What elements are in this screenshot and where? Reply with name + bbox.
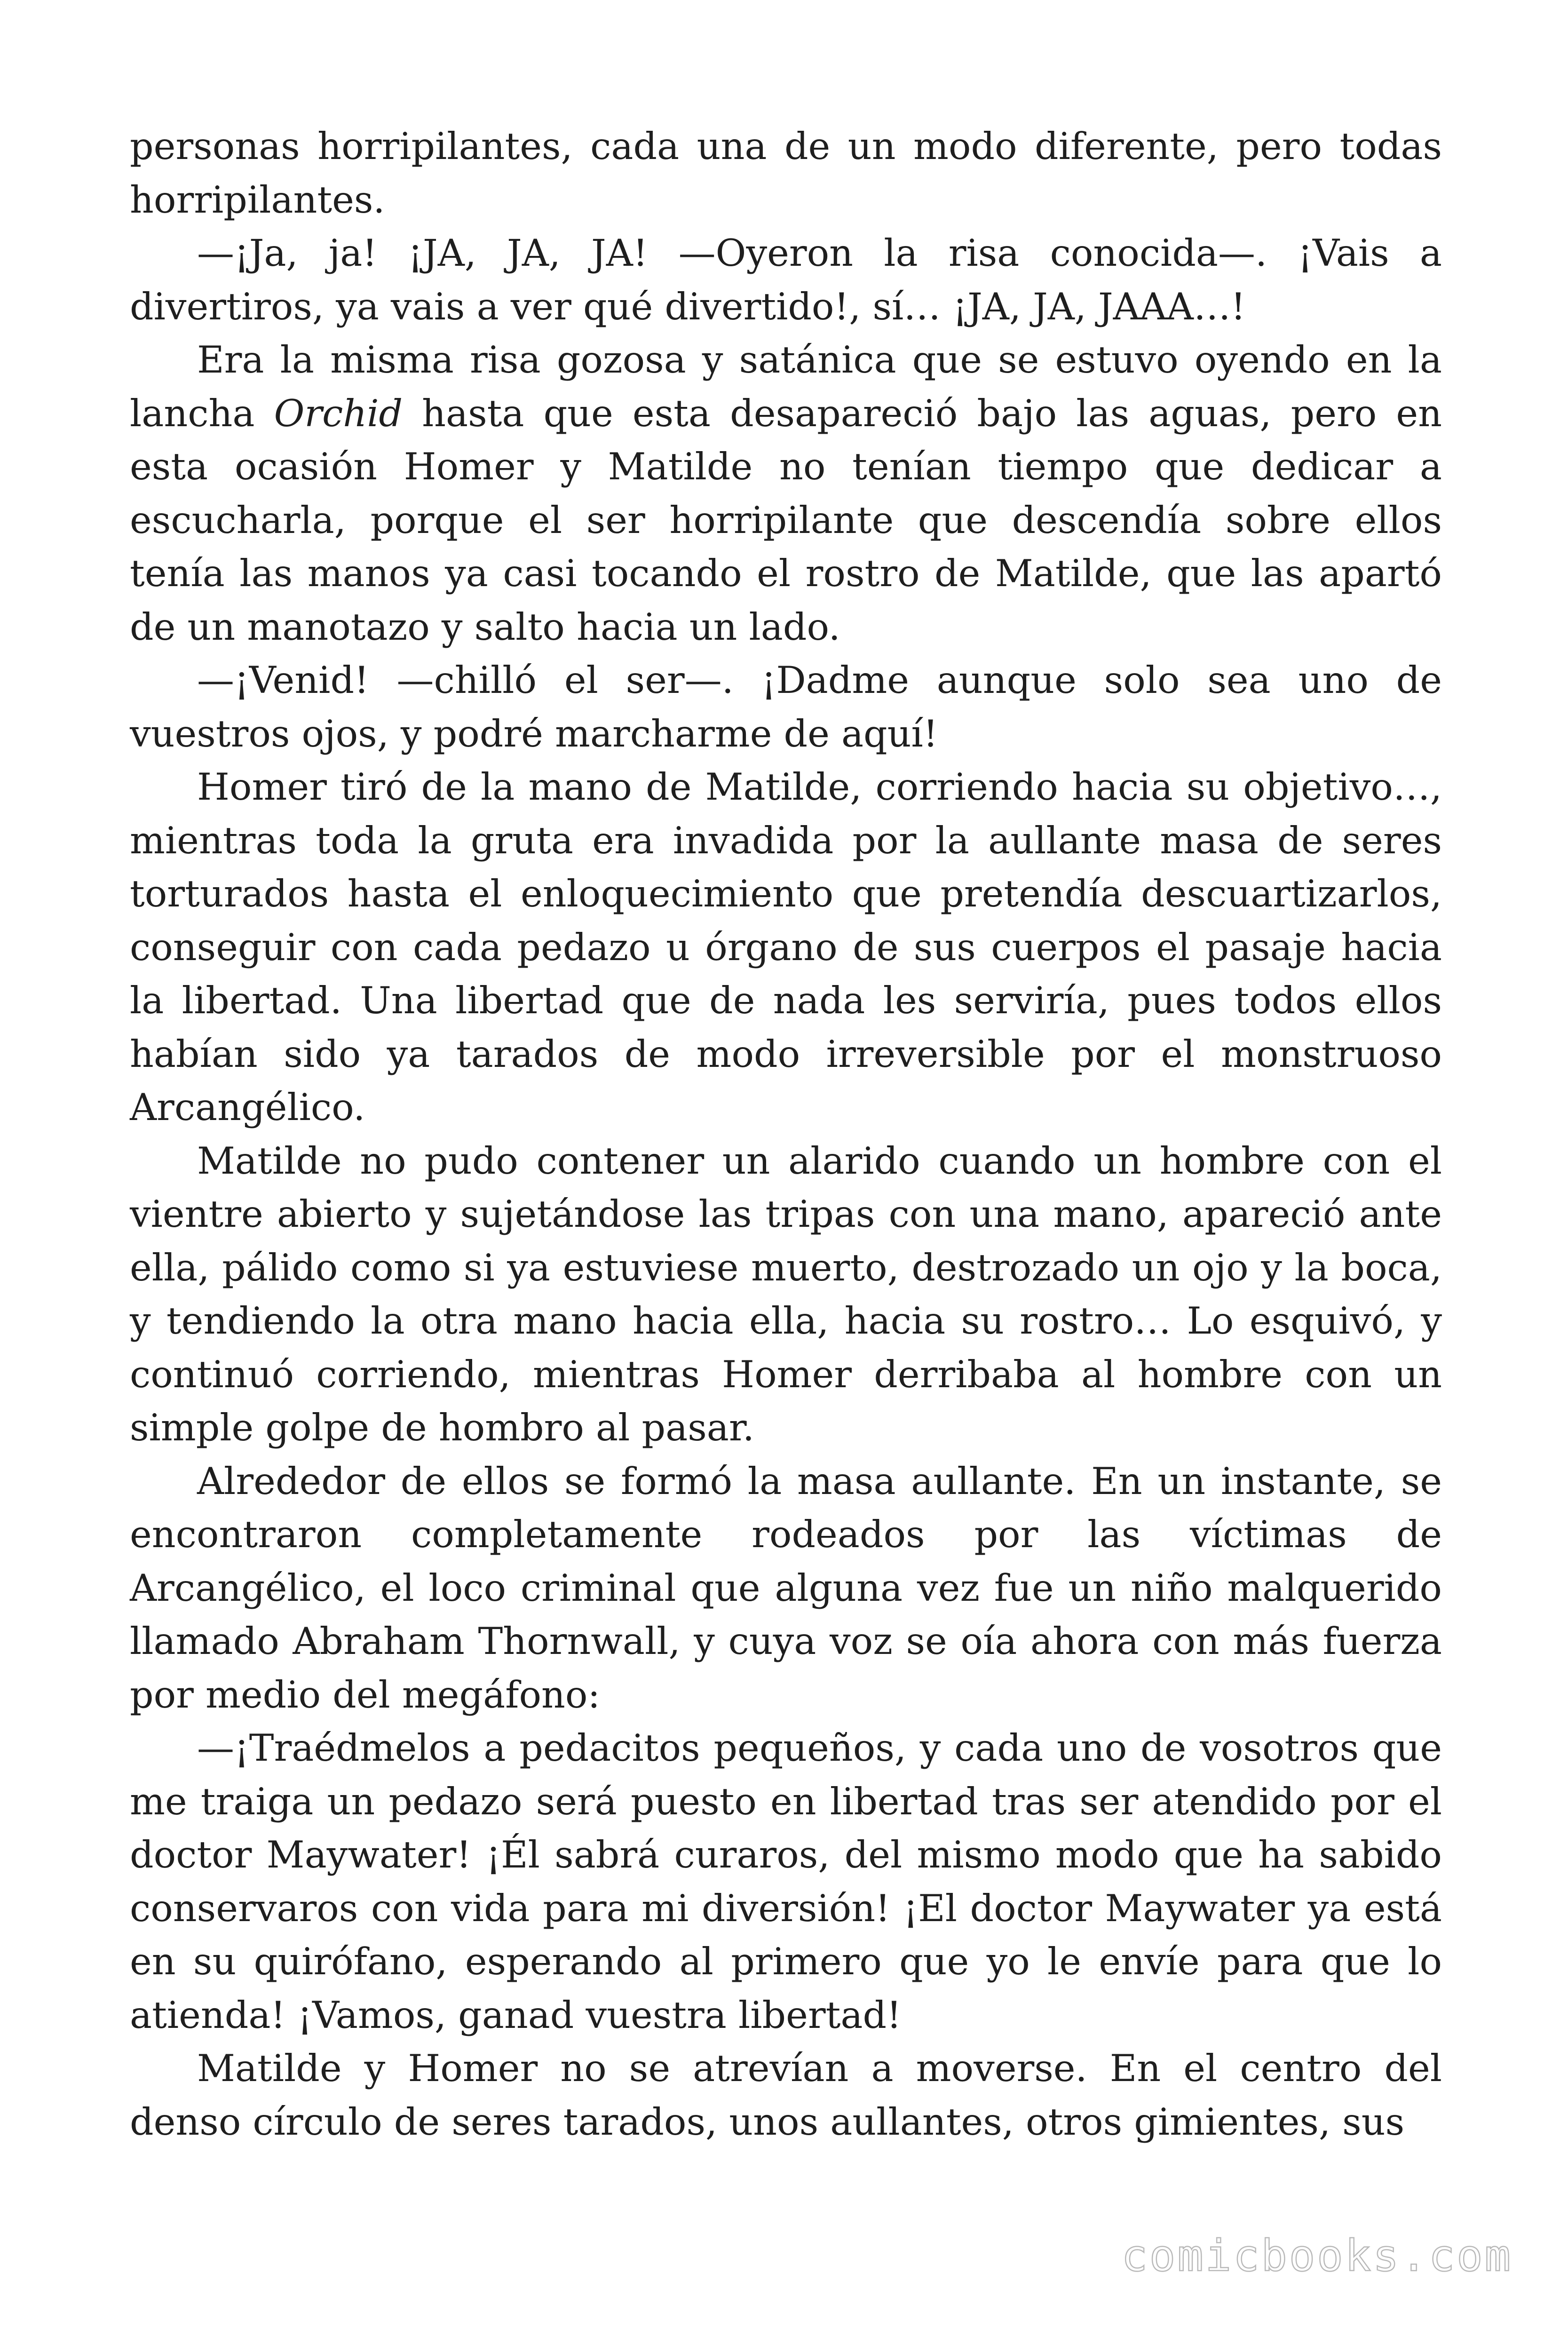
book-page-text bbox=[130, 120, 1442, 2149]
watermark-logo: comicbooks.com bbox=[1121, 2231, 1513, 2281]
paragraph-text: Era la misma risa gozosa y satánica que se estuvo oyendo en la lancha bbox=[130, 338, 1442, 435]
paragraph-3 bbox=[130, 334, 1442, 654]
paragraph-text: Alrededor de ellos se formó la masa aullante. En un instante, se encontraron completamente rodeados por las víctimas de Arcangélico, el loco criminal que alguna vez fue un niño malquerido llamado Abraham Thornwall, y cuya voz se oía ahora con más fuerza por medio del megáfono: bbox=[130, 1459, 1442, 1716]
paragraph-5 bbox=[130, 761, 1442, 1135]
paragraph-text: —¡Ja, ja! ¡JA, JA, JA! —Oyeron la risa conocida—. ¡Vais a divertiros, ya vais a ver qué divertido!, sí… ¡JA, JA, JAAA…! bbox=[130, 231, 1442, 328]
paragraph-8 bbox=[130, 1722, 1442, 2042]
paragraph-7 bbox=[130, 1455, 1442, 1722]
paragraph-text: —¡Venid! —chilló el ser—. ¡Dadme aunque solo sea uno de vuestros ojos, y podré marcharme de aquí! bbox=[130, 659, 1442, 755]
paragraph-text: personas horripilantes, cada una de un modo diferente, pero todas horripilantes. bbox=[130, 125, 1442, 222]
paragraph-2 bbox=[130, 227, 1442, 334]
paragraph-text: Matilde y Homer no se atrevían a moverse. En el centro del denso círculo de seres tarados, unos aullantes, otros gimientes, sus bbox=[130, 2047, 1442, 2144]
paragraph-text: Matilde no pudo contener un alarido cuando un hombre con el vientre abierto y sujetándose las tripas con una mano, apareció ante ella, pálido como si ya estuviese muerto, destrozado un ojo y la boca, y tendiendo la otra mano hacia ella, hacia su rostro… Lo esquivó, y continuó corriendo, mientras Homer derribaba al hombre con un simple golpe de hombro al pasar. bbox=[130, 1139, 1442, 1449]
paragraph-6 bbox=[130, 1135, 1442, 1455]
paragraph-4 bbox=[130, 654, 1442, 761]
paragraph-text: Homer tiró de la mano de Matilde, corriendo hacia su objetivo…, mientras toda la gruta era invadida por la aullante masa de seres torturados hasta el enloquecimiento que pretendía descuartizarlos, conseguir con cada pedazo u órgano de sus cuerpos el pasaje hacia la libertad. Una libertad que de nada les serviría, pues todos ellos habían sido ya tarados de modo irreversible por el monstruoso Arcangélico. bbox=[130, 765, 1442, 1129]
boat-name-italic: Orchid bbox=[274, 391, 403, 435]
paragraph-1 bbox=[130, 120, 1442, 227]
paragraph-text: —¡Traédmelos a pedacitos pequeños, y cada uno de vosotros que me traiga un pedazo será puesto en libertad tras ser atendido por el doctor Maywater! ¡Él sabrá curaros, del mismo modo que ha sabido conservaros con vida para mi diversión! ¡El doctor Maywater ya está en su quirófano, esperando al primero que yo le envíe para que lo atienda! ¡Vamos, ganad vuestra libertad! bbox=[130, 1726, 1442, 2037]
paragraph-text: hasta que esta desapareció bajo las aguas, pero en esta ocasión Homer y Matilde no tenían tiempo que dedicar a escucharla, porque el ser horripilante que descendía sobre ellos tenía las manos ya casi tocando el rostro de Matilde, que las apartó de un manotazo y salto hacia un lado. bbox=[130, 391, 1442, 649]
paragraph-9 bbox=[130, 2042, 1442, 2149]
